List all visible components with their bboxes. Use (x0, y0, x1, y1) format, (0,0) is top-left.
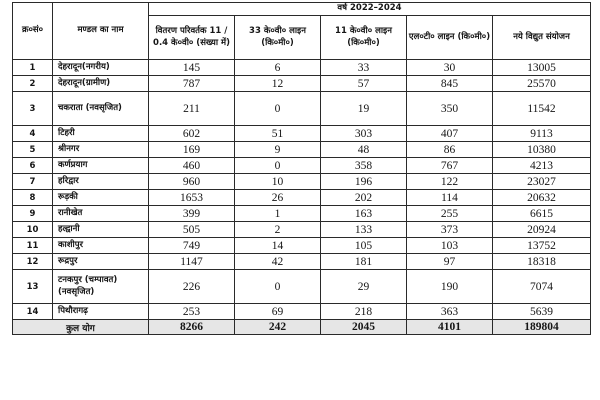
row-new-connections: 20924 (493, 222, 591, 238)
table-row (13, 158, 591, 174)
row-33kv-line: 0 (235, 270, 321, 304)
row-lt-line: 350 (407, 92, 493, 126)
header-distribution-transformers: वितरण परिवर्तक 11 / 0.4 के०वी० (संख्या में) (149, 16, 235, 60)
row-serial-number: 10 (13, 222, 53, 238)
table-row (13, 304, 591, 320)
row-11kv-line: 218 (321, 304, 407, 320)
row-serial-number: 4 (13, 126, 53, 142)
table-row (13, 206, 591, 222)
table-row (13, 190, 591, 206)
row-division-name: पिथौरागढ़ (53, 304, 149, 320)
row-lt-line: 407 (407, 126, 493, 142)
row-division-name: कर्णप्रयाग (53, 158, 149, 174)
total-33kv-line: 242 (235, 320, 321, 335)
row-distribution-transformers: 253 (149, 304, 235, 320)
row-lt-line: 103 (407, 238, 493, 254)
row-11kv-line: 19 (321, 92, 407, 126)
row-distribution-transformers: 749 (149, 238, 235, 254)
row-division-name: टनकपुर (चम्पावत) (नवसृजित) (53, 270, 149, 304)
row-33kv-line: 14 (235, 238, 321, 254)
row-new-connections: 6615 (493, 206, 591, 222)
row-lt-line: 86 (407, 142, 493, 158)
table-row (13, 92, 591, 126)
row-serial-number: 6 (13, 158, 53, 174)
row-new-connections: 4213 (493, 158, 591, 174)
header-serial-number: क्र०सं० (13, 3, 53, 60)
row-new-connections: 23027 (493, 174, 591, 190)
row-distribution-transformers: 602 (149, 126, 235, 142)
row-11kv-line: 358 (321, 158, 407, 174)
infrastructure-table (12, 2, 591, 335)
row-distribution-transformers: 1147 (149, 254, 235, 270)
row-lt-line: 190 (407, 270, 493, 304)
row-division-name: काशीपुर (53, 238, 149, 254)
row-lt-line: 255 (407, 206, 493, 222)
table-body (13, 60, 591, 320)
row-lt-line: 767 (407, 158, 493, 174)
total-11kv-line: 2045 (321, 320, 407, 335)
row-11kv-line: 29 (321, 270, 407, 304)
row-distribution-transformers: 226 (149, 270, 235, 304)
table-row (13, 76, 591, 92)
row-new-connections: 13752 (493, 238, 591, 254)
row-serial-number: 14 (13, 304, 53, 320)
row-33kv-line: 51 (235, 126, 321, 142)
row-33kv-line: 0 (235, 92, 321, 126)
row-new-connections: 11542 (493, 92, 591, 126)
table-row (13, 174, 591, 190)
row-11kv-line: 163 (321, 206, 407, 222)
table-row (13, 126, 591, 142)
row-11kv-line: 57 (321, 76, 407, 92)
row-division-name: रूद्रपुर (53, 254, 149, 270)
row-11kv-line: 202 (321, 190, 407, 206)
row-serial-number: 7 (13, 174, 53, 190)
row-new-connections: 10380 (493, 142, 591, 158)
header-11kv-line: 11 के०वी० लाइन (कि०मी०) (321, 16, 407, 60)
total-label: कुल योग (13, 320, 149, 335)
row-33kv-line: 26 (235, 190, 321, 206)
header-lt-line: एल०टी० लाइन (कि०मी०) (407, 16, 493, 60)
row-11kv-line: 196 (321, 174, 407, 190)
row-33kv-line: 0 (235, 158, 321, 174)
row-distribution-transformers: 505 (149, 222, 235, 238)
row-distribution-transformers: 1653 (149, 190, 235, 206)
row-division-name: हरिद्वार (53, 174, 149, 190)
row-33kv-line: 42 (235, 254, 321, 270)
total-row (13, 320, 591, 335)
row-division-name: देहरादून(ग्रामीण) (53, 76, 149, 92)
row-division-name: रूड़की (53, 190, 149, 206)
row-division-name: चकराता (नवसृजित) (53, 92, 149, 126)
row-11kv-line: 133 (321, 222, 407, 238)
row-serial-number: 5 (13, 142, 53, 158)
row-11kv-line: 181 (321, 254, 407, 270)
row-33kv-line: 69 (235, 304, 321, 320)
row-11kv-line: 48 (321, 142, 407, 158)
row-lt-line: 97 (407, 254, 493, 270)
row-serial-number: 1 (13, 60, 53, 76)
row-division-name: रानीखेत (53, 206, 149, 222)
row-11kv-line: 105 (321, 238, 407, 254)
row-distribution-transformers: 460 (149, 158, 235, 174)
row-new-connections: 9113 (493, 126, 591, 142)
table-row (13, 60, 591, 76)
row-new-connections: 25570 (493, 76, 591, 92)
header-33kv-line: 33 के०वी० लाइन (कि०मी०) (235, 16, 321, 60)
row-serial-number: 9 (13, 206, 53, 222)
row-division-name: हल्द्वानी (53, 222, 149, 238)
table-row (13, 222, 591, 238)
table-row (13, 142, 591, 158)
header-new-connections: नये विद्युत संयोजन (493, 16, 591, 60)
row-new-connections: 18318 (493, 254, 591, 270)
row-serial-number: 12 (13, 254, 53, 270)
row-33kv-line: 1 (235, 206, 321, 222)
row-lt-line: 363 (407, 304, 493, 320)
row-11kv-line: 303 (321, 126, 407, 142)
row-lt-line: 845 (407, 76, 493, 92)
row-distribution-transformers: 960 (149, 174, 235, 190)
header-division-name: मण्डल का नाम (53, 3, 149, 60)
row-distribution-transformers: 211 (149, 92, 235, 126)
row-lt-line: 30 (407, 60, 493, 76)
row-serial-number: 11 (13, 238, 53, 254)
row-distribution-transformers: 169 (149, 142, 235, 158)
row-new-connections: 5639 (493, 304, 591, 320)
row-33kv-line: 9 (235, 142, 321, 158)
row-33kv-line: 12 (235, 76, 321, 92)
row-serial-number: 3 (13, 92, 53, 126)
row-lt-line: 373 (407, 222, 493, 238)
table-row (13, 238, 591, 254)
header-year-range: वर्ष 2022–2024 (149, 3, 591, 16)
row-new-connections: 13005 (493, 60, 591, 76)
row-33kv-line: 6 (235, 60, 321, 76)
row-division-name: टिहरी (53, 126, 149, 142)
row-distribution-transformers: 145 (149, 60, 235, 76)
row-division-name: देहरादून(नगरीय) (53, 60, 149, 76)
total-distribution-transformers: 8266 (149, 320, 235, 335)
total-lt-line: 4101 (407, 320, 493, 335)
row-lt-line: 114 (407, 190, 493, 206)
row-new-connections: 20632 (493, 190, 591, 206)
data-sheet (12, 2, 590, 335)
row-serial-number: 13 (13, 270, 53, 304)
table-row (13, 254, 591, 270)
row-division-name: श्रीनगर (53, 142, 149, 158)
row-lt-line: 122 (407, 174, 493, 190)
row-new-connections: 7074 (493, 270, 591, 304)
table-row (13, 270, 591, 304)
total-new-connections: 189804 (493, 320, 591, 335)
row-distribution-transformers: 787 (149, 76, 235, 92)
row-serial-number: 2 (13, 76, 53, 92)
row-distribution-transformers: 399 (149, 206, 235, 222)
row-33kv-line: 10 (235, 174, 321, 190)
row-33kv-line: 2 (235, 222, 321, 238)
row-11kv-line: 33 (321, 60, 407, 76)
row-serial-number: 8 (13, 190, 53, 206)
